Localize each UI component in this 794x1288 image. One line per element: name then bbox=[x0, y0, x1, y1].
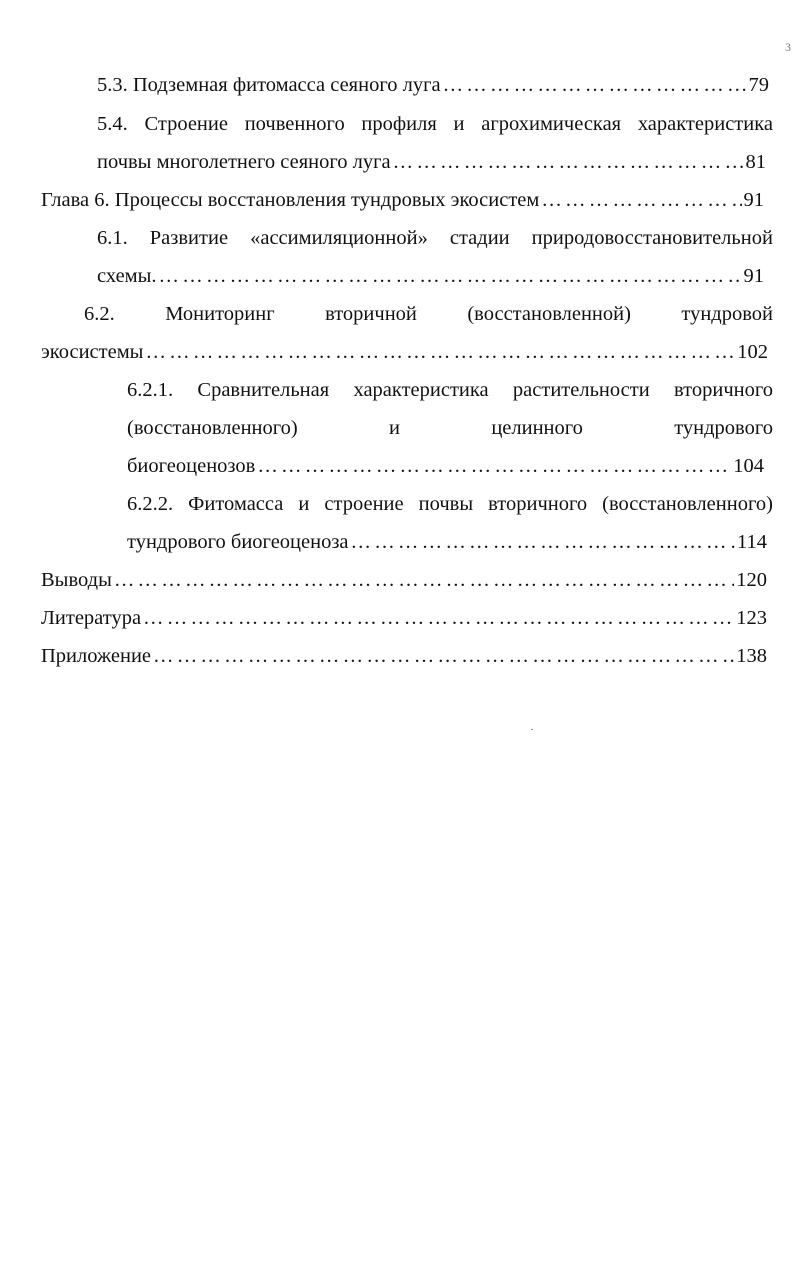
word: Фитомасса bbox=[188, 493, 284, 515]
word: Развитие bbox=[149, 227, 229, 249]
toc-entry-page: 91 bbox=[743, 189, 764, 211]
toc-entry-page: 114 bbox=[737, 531, 767, 553]
toc-entry-5-4-line2[interactable] bbox=[97, 143, 766, 181]
toc-entry-page: 91 bbox=[743, 265, 764, 287]
word: (восстановленного) bbox=[602, 493, 773, 515]
word: 6.1. bbox=[97, 227, 128, 249]
toc-entry-6-2-line2[interactable] bbox=[41, 333, 768, 371]
word: (восстановленного) bbox=[127, 417, 298, 439]
word: «ассимиляционной» bbox=[250, 227, 428, 249]
word: почвы bbox=[418, 493, 474, 515]
toc-entry-5-4-line1[interactable] bbox=[97, 105, 773, 143]
word: вторичного bbox=[488, 493, 588, 515]
toc-entry-page: 123 bbox=[736, 607, 767, 629]
dot-leader bbox=[159, 257, 742, 295]
toc-entry-6-1-line2[interactable] bbox=[97, 257, 764, 295]
word: 5.4. bbox=[97, 113, 128, 135]
toc-entry-6-2-2-line1[interactable] bbox=[127, 485, 773, 523]
word: почвенного bbox=[244, 113, 345, 135]
toc-entry-6-1-line1[interactable] bbox=[97, 219, 773, 257]
toc-entry-page: 120 bbox=[736, 569, 767, 591]
word: тундрового bbox=[674, 417, 773, 439]
word: характеристика bbox=[353, 379, 489, 401]
dot-leader bbox=[143, 599, 734, 637]
word: и bbox=[298, 493, 310, 515]
word: 6.2.2. bbox=[127, 493, 174, 515]
toc-entry-page: 138 bbox=[736, 645, 767, 667]
toc-entry-6-2-1-line3[interactable] bbox=[127, 447, 764, 485]
word: вторичной bbox=[325, 303, 417, 325]
toc-entry-title: почвы многолетнего сеяного луга bbox=[97, 151, 391, 173]
dot-leader bbox=[145, 333, 735, 371]
word: вторичного bbox=[673, 379, 773, 401]
word: тундровой bbox=[681, 303, 773, 325]
toc-entry-title: 5.3. Подземная фитомасса сеяного луга bbox=[97, 74, 441, 96]
toc-entry-title: тундрового биогеоценоза bbox=[127, 531, 349, 553]
toc-entry-5-3[interactable] bbox=[97, 66, 769, 104]
toc-entry-page: 79 bbox=[748, 74, 769, 96]
toc-entry-title: Литература bbox=[41, 607, 142, 629]
page-number: 3 bbox=[785, 40, 791, 54]
dot-leader bbox=[153, 637, 734, 675]
dot-leader bbox=[443, 66, 747, 104]
word: Мониторинг bbox=[165, 303, 275, 325]
word: Строение bbox=[144, 113, 228, 135]
toc-entry-page: 81 bbox=[745, 151, 766, 173]
dot-leader bbox=[351, 523, 735, 561]
dot-leader bbox=[541, 181, 741, 219]
toc-entry-6-2-line1[interactable] bbox=[84, 295, 773, 333]
toc-entry-title: Приложение bbox=[41, 645, 152, 667]
dot-leader bbox=[114, 561, 734, 599]
toc-entry-literature[interactable] bbox=[41, 599, 767, 637]
word: агрохимическая bbox=[481, 113, 622, 135]
word: стадии bbox=[449, 227, 510, 249]
word: 6.2. bbox=[84, 303, 115, 325]
word: характеристика bbox=[637, 113, 773, 135]
word: 6.2.1. bbox=[127, 379, 174, 401]
dot-leader bbox=[257, 447, 731, 485]
toc-entry-conclusions[interactable] bbox=[41, 561, 767, 599]
toc-entry-title: экосистемы bbox=[41, 341, 144, 363]
word: и bbox=[389, 417, 401, 439]
toc-entry-title: Глава 6. Процессы восстановления тундровых экосистем bbox=[41, 189, 540, 211]
word: и bbox=[453, 113, 465, 135]
toc-entry-6-2-2-line2[interactable] bbox=[127, 523, 767, 561]
toc-entry-title: схемы. bbox=[97, 265, 157, 287]
scan-speck bbox=[531, 729, 533, 730]
word: (восстановленной) bbox=[467, 303, 631, 325]
toc-entry-page: 102 bbox=[737, 341, 768, 363]
word: Сравнительная bbox=[197, 379, 330, 401]
toc-entry-title: биогеоценозов bbox=[127, 455, 256, 477]
word: профиля bbox=[361, 113, 437, 135]
toc-entry-appendix[interactable] bbox=[41, 637, 767, 675]
word: природовосстановительной bbox=[531, 227, 773, 249]
word: целинного bbox=[491, 417, 583, 439]
toc-entry-chapter-6[interactable] bbox=[41, 181, 764, 219]
word: строение bbox=[324, 493, 404, 515]
toc-entry-page: 104 bbox=[733, 455, 764, 477]
toc-entry-6-2-1-line1[interactable] bbox=[127, 371, 773, 409]
toc-entry-6-2-1-line2[interactable] bbox=[127, 409, 773, 447]
word: растительности bbox=[512, 379, 650, 401]
toc-entry-title: Выводы bbox=[41, 569, 112, 591]
dot-leader bbox=[393, 143, 744, 181]
